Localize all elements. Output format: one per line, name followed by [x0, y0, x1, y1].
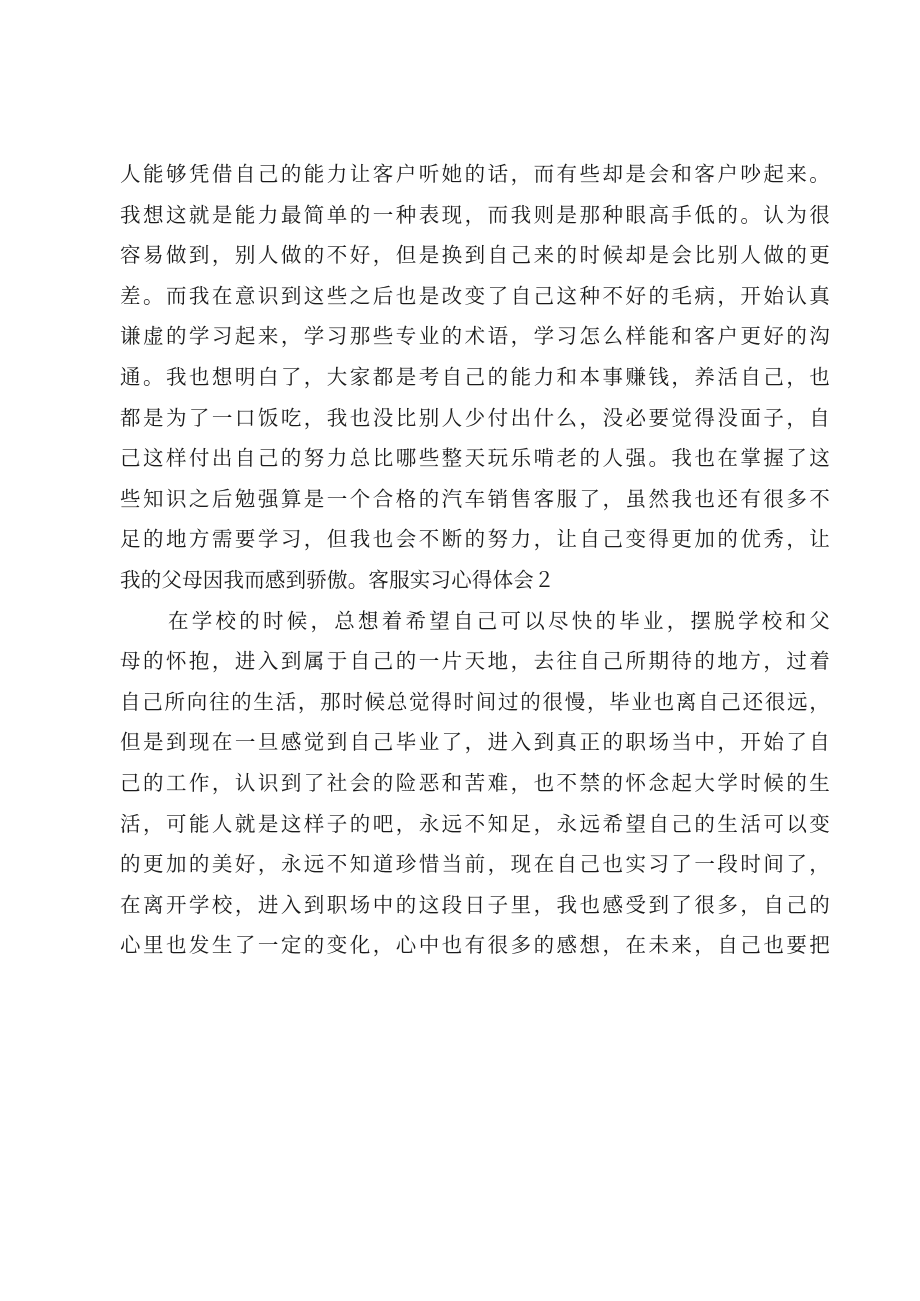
text-line: 在学校的时候，总想着希望自己可以尽快的毕业，摆脱学校和父: [168, 608, 830, 633]
paragraph-1: [120, 154, 830, 601]
text-line: 在离开学校，进入到职场中的这段日子里，我也感受到了很多，自己的: [120, 892, 830, 917]
text-line: 我的父母因我而感到骄傲。客服实习心得体会２: [120, 567, 555, 592]
text-line: 自己所向往的生活，那时候总觉得时间过的很慢，毕业也离自己还很远，: [120, 689, 830, 714]
text-line: 己的工作，认识到了社会的险恶和苦难，也不禁的怀念起大学时候的生: [120, 770, 830, 795]
text-line: 谦虚的学习起来，学习那些专业的术语，学习怎么样能和客户更好的沟: [120, 324, 830, 349]
text-line: 容易做到，别人做的不好，但是换到自己来的时候却是会比别人做的更: [120, 243, 830, 268]
text-line: 差。而我在意识到这些之后也是改变了自己这种不好的毛病，开始认真: [120, 283, 830, 308]
text-line: 人能够凭借自己的能力让客户听她的话，而有些却是会和客户吵起来。: [120, 162, 830, 186]
text-line: 些知识之后勉强算是一个合格的汽车销售客服了，虽然我也还有很多不: [120, 486, 830, 511]
text-line: 心里也发生了一定的变化，心中也有很多的感想，在未来，自己也要把: [120, 933, 830, 958]
paragraph-2: [120, 601, 830, 966]
text-line: 的更加的美好，永远不知道珍惜当前，现在自己也实习了一段时间了，: [120, 852, 830, 877]
text-line: 母的怀抱，进入到属于自己的一片天地，去往自己所期待的地方，过着: [120, 649, 830, 674]
text-line: 但是到现在一旦感觉到自己毕业了，进入到真正的职场当中，开始了自: [120, 730, 830, 755]
text-line: 足的地方需要学习，但我也会不断的努力，让自己变得更加的优秀，让: [120, 527, 830, 552]
text-line: 通。我也想明白了，大家都是考自己的能力和本事赚钱，养活自己，也: [120, 364, 830, 389]
document-body: [120, 154, 830, 966]
text-line: 己这样付出自己的努力总比哪些整天玩乐啃老的人强。我也在掌握了这: [120, 446, 830, 471]
text-line: 我想这就是能力最简单的一种表现，而我则是那种眼高手低的。认为很: [120, 202, 830, 227]
text-line: 都是为了一口饭吃，我也没比别人少付出什么，没必要觉得没面子，自: [120, 405, 830, 430]
text-line: 活，可能人就是这样子的吧，永远不知足，永远希望自己的生活可以变: [120, 811, 830, 836]
